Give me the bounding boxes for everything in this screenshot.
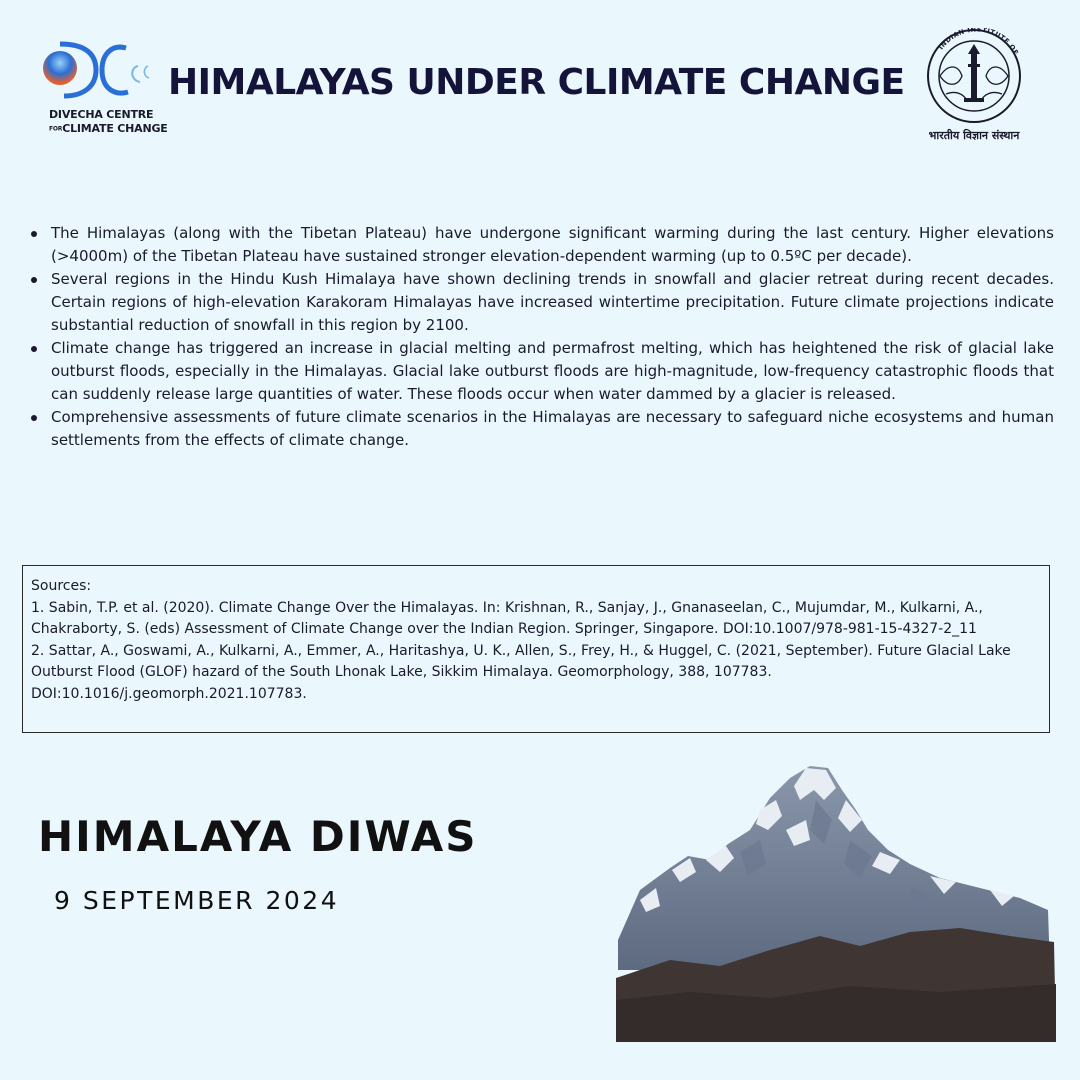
logo-line2-small: FOR	[49, 125, 63, 133]
list-item: Comprehensive assessments of future climate scenarios in the Himalayas are necessary to safeguard niche ecosystems and human settlements from the effects of climate change.	[28, 406, 1054, 452]
list-item: Climate change has triggered an increase in glacial melting and permafrost melting, which has heightened the risk of glacial lake outburst floods, especially in the Himalayas. Glacial lake outburst floods are high-magnitude, low-frequency catastrophic floods that can suddenly release large quantities of water. These floods occur when water dammed by a glacier is released.	[28, 337, 1054, 406]
sources-heading: Sources:	[31, 578, 92, 594]
logo-line2-text: CLIMATE CHANGE	[62, 122, 168, 135]
source-item: 2. Sattar, A., Goswami, A., Kulkarni, A., Emmer, A., Haritashya, U. K., Allen, S., Frey, H., & Huggel, C. (2021, September). Future Glacial Lake Outburst Flood (GLOF) hazard of the South Lhonak Lake, Sikkim Himalaya. Geomorphology, 388, 107783. DOI:10.1016/j.geomorph.2021.107783.	[31, 642, 1011, 702]
iisc-emblem-icon	[918, 28, 1030, 128]
ring-text: INDIAN INSTITUTE OF	[937, 28, 1021, 57]
source-item: 1. Sabin, T.P. et al. (2020). Climate Change Over the Himalayas. In: Krishnan, R., Sanjay, J., Gnanaseelan, C., Mujumdar, M., Kulkarni, A., Chakraborty, S. (eds) Assessment of Climate Change over the Indian Region. Springer, Singapore. DOI:10.1007/978-981-15-4327-2_11	[31, 599, 983, 637]
iisc-emblem	[918, 28, 1030, 150]
divecha-logo-icon	[40, 38, 155, 108]
logo-line1: DIVECHA CENTRE	[49, 108, 154, 121]
sources-box	[22, 565, 1050, 733]
list-item: The Himalayas (along with the Tibetan Plateau) have undergone significant warming during the last century. Higher elevations (>4000m) of the Tibetan Plateau have sustained stronger elevation-dependent warming (up to 0.5ºC per decade).	[28, 222, 1054, 268]
event-date: 9 SEPTEMBER 2024	[54, 886, 340, 915]
logo-line2	[49, 122, 168, 135]
divecha-centre-logo	[40, 38, 168, 138]
key-points-list	[28, 222, 1054, 452]
iisc-hindi-name: भारतीय विज्ञान संस्थान	[928, 129, 1020, 142]
mountain-illustration	[610, 760, 1060, 1050]
list-item: Several regions in the Hindu Kush Himalaya have shown declining trends in snowfall and glacier retreat during recent decades. Certain regions of high-elevation Karakoram Himalayas have increased wintertime precipitation. Future climate projections indicate substantial reduction of snowfall in this region by 2100.	[28, 268, 1054, 337]
page-title: HIMALAYAS UNDER CLIMATE CHANGE	[168, 62, 905, 103]
event-name: HIMALAYA DIWAS	[38, 812, 478, 861]
